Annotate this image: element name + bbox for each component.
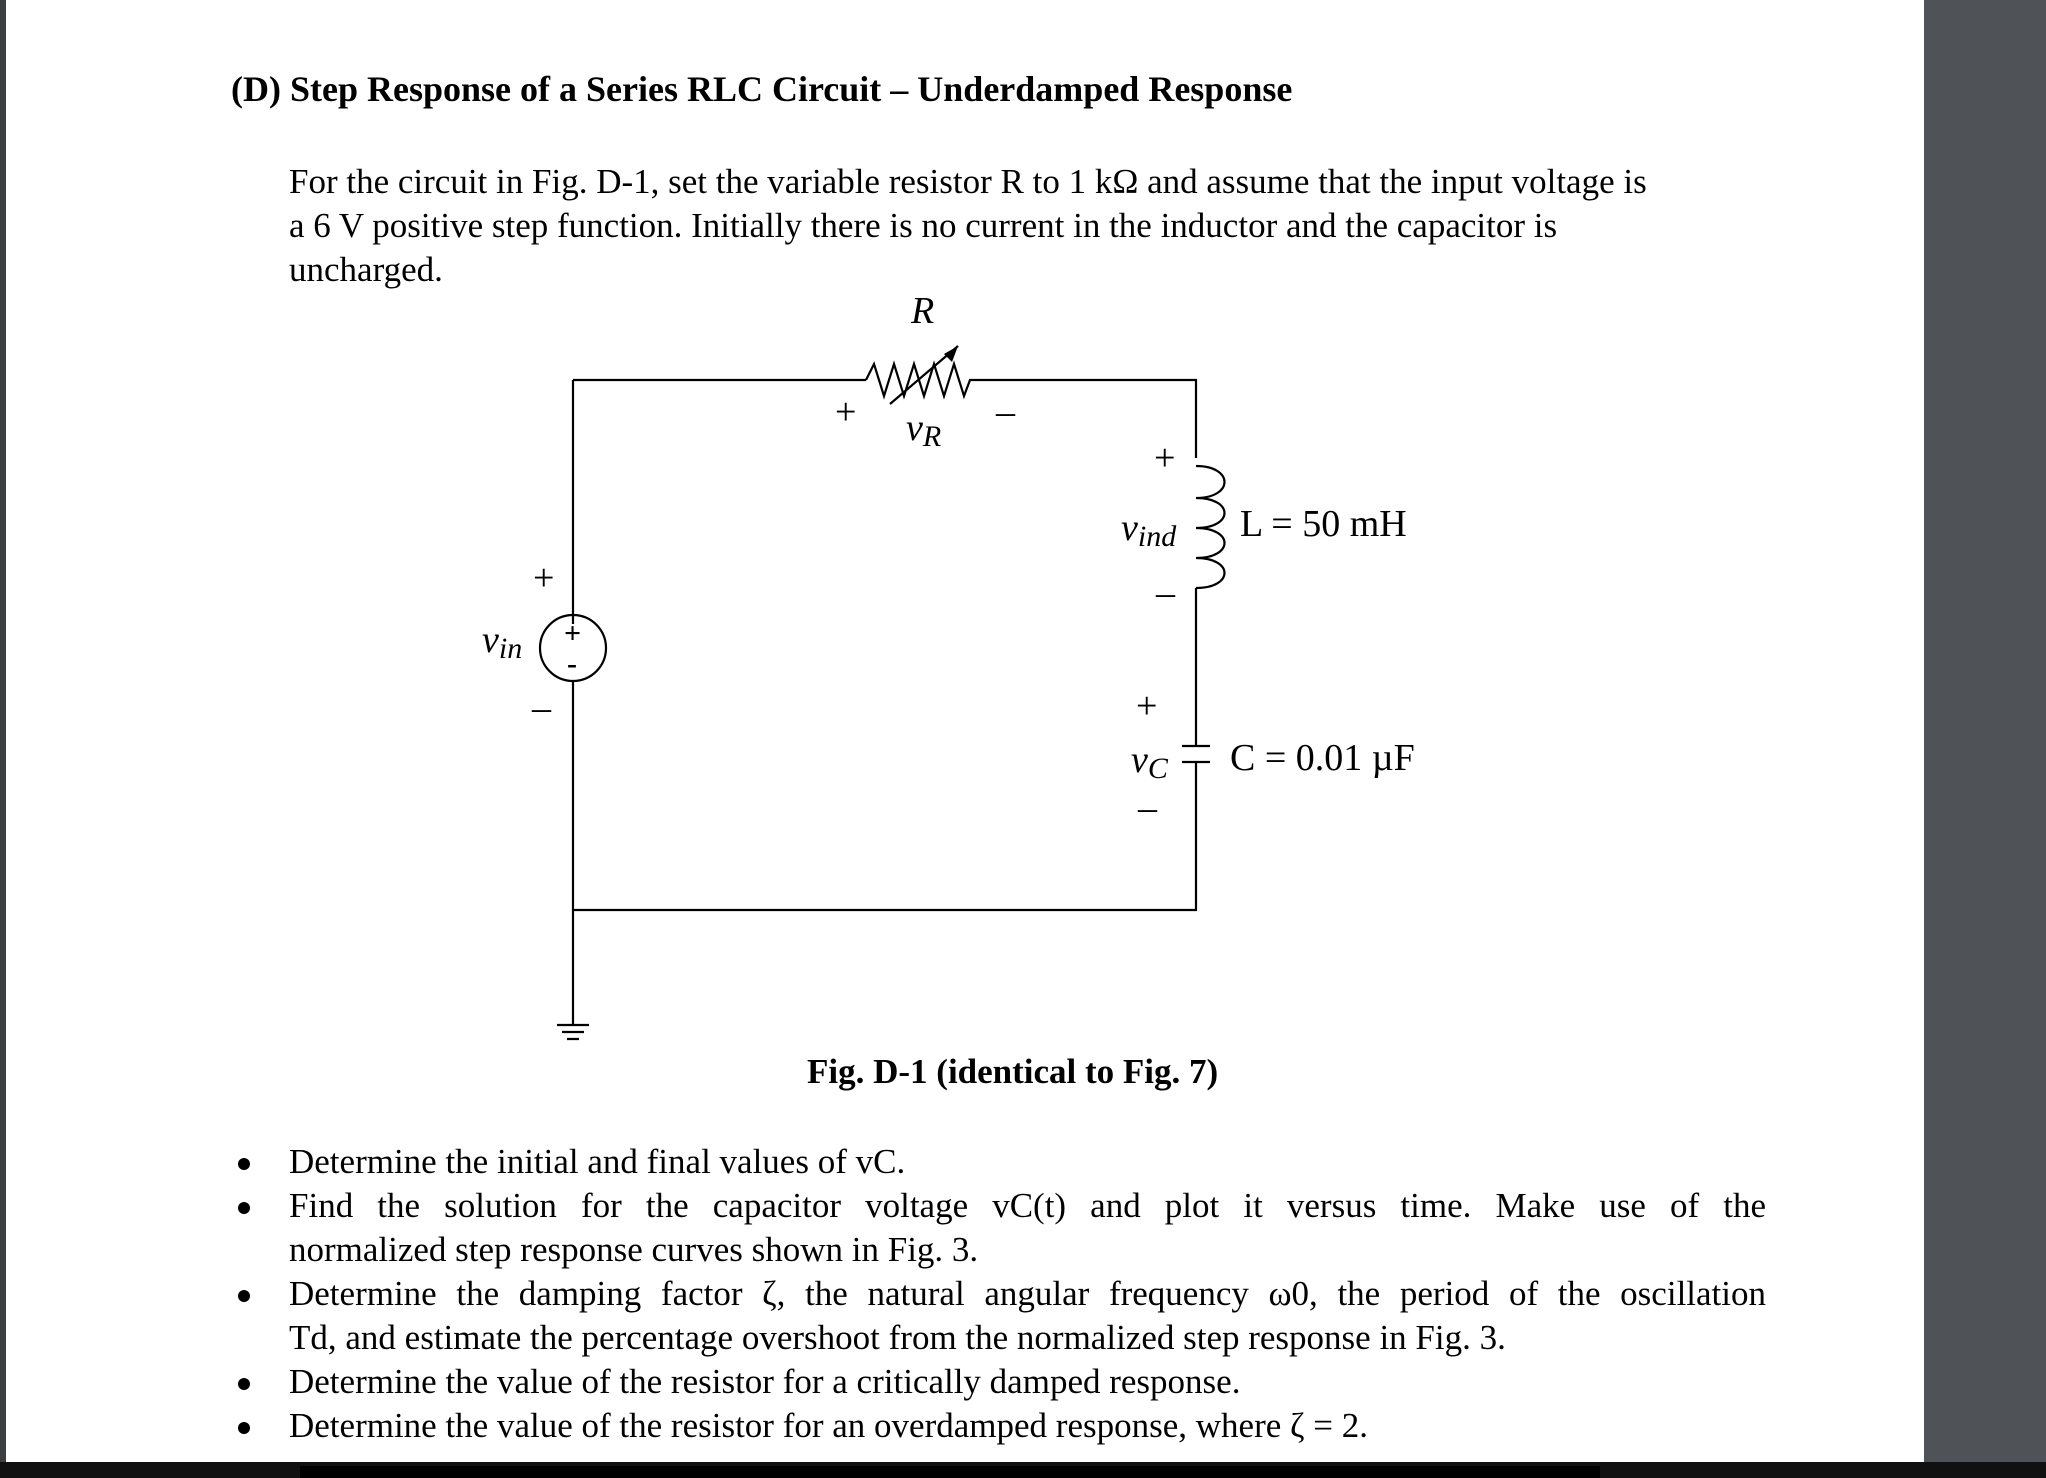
task-list bbox=[216, 1140, 1766, 1448]
task-item-2 bbox=[216, 1184, 1766, 1272]
task-item-1 bbox=[216, 1140, 1766, 1184]
vin-plus: + bbox=[533, 557, 555, 599]
inductor-symbol bbox=[1196, 466, 1225, 588]
intro-line-2: a 6 V positive step function. Initially there is no current in the inductor and the capacitor is bbox=[289, 206, 1558, 245]
task-line: Determine the initial and final values of vC. bbox=[289, 1142, 906, 1181]
task-item-3 bbox=[216, 1272, 1766, 1360]
vr-plus: + bbox=[835, 391, 857, 433]
vr-label: vR bbox=[906, 407, 942, 453]
task-line: Td, and estimate the percentage overshoot from the normalized step response in Fig. 3. bbox=[289, 1318, 1506, 1357]
vr-minus: – bbox=[996, 391, 1015, 433]
task-line: Determine the damping factor ζ, the natural angular frequency ω0, the period of the oscillation bbox=[289, 1274, 1766, 1313]
vin-label: vin bbox=[482, 619, 523, 665]
intro-line-3: uncharged. bbox=[289, 250, 443, 289]
task-line: Determine the value of the resistor for a critically damped response. bbox=[289, 1362, 1241, 1401]
wire-bottom bbox=[573, 762, 1196, 910]
task-line: Determine the value of the resistor for an overdamped response, where ζ = 2. bbox=[289, 1406, 1368, 1445]
resistor-name: R bbox=[911, 290, 935, 332]
resistor-symbol bbox=[866, 364, 984, 396]
vc-plus: + bbox=[1136, 685, 1158, 727]
bullet-icon bbox=[238, 1158, 250, 1170]
intro-line-1: For the circuit in Fig. D-1, set the variable resistor R to 1 kΩ and assume that the input voltage is bbox=[289, 162, 1647, 201]
viewer-scroll-track bbox=[300, 1466, 1600, 1478]
bullet-icon bbox=[238, 1422, 250, 1434]
ground-symbol bbox=[557, 1025, 589, 1039]
figure-caption-text: Fig. D-1 (identical to Fig. 7) bbox=[807, 1052, 1219, 1091]
vc-minus: – bbox=[1138, 787, 1157, 829]
inductor-value: L = 50 mH bbox=[1240, 503, 1407, 545]
bullet-icon bbox=[238, 1202, 250, 1214]
vc-label: vC bbox=[1131, 739, 1168, 785]
vind-minus: – bbox=[1156, 572, 1175, 614]
variable-arrow-head bbox=[944, 346, 958, 362]
section-heading: (D) Step Response of a Series RLC Circuit – Underdamped Response bbox=[231, 69, 1293, 109]
vind-label: vind bbox=[1121, 507, 1177, 553]
task-item-5 bbox=[216, 1404, 1766, 1448]
bullet-icon bbox=[238, 1290, 250, 1302]
capacitor-value: C = 0.01 µF bbox=[1230, 737, 1415, 779]
task-line: Find the solution for the capacitor voltage vC(t) and plot it versus time. Make use of the bbox=[289, 1186, 1766, 1225]
vind-plus: + bbox=[1154, 437, 1176, 479]
task-item-4 bbox=[216, 1360, 1766, 1404]
bullet-icon bbox=[238, 1378, 250, 1390]
task-line: normalized step response curves shown in Fig. 3. bbox=[289, 1230, 979, 1269]
source-plus-sign: + bbox=[564, 617, 582, 650]
vin-minus: – bbox=[532, 687, 551, 729]
document-page bbox=[6, 0, 1924, 1462]
source-minus-sign: - bbox=[567, 647, 577, 680]
